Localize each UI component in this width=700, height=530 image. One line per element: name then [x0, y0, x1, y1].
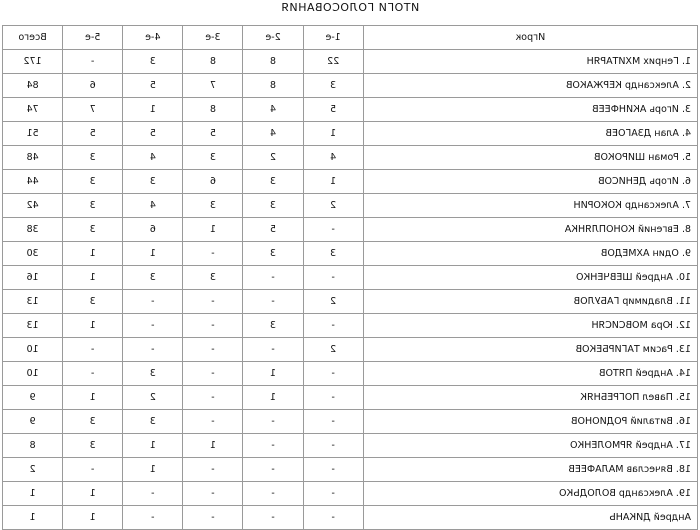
fifth-place-votes-cell: 1 — [63, 506, 123, 530]
total-points-cell: 9 — [3, 410, 63, 434]
first-place-votes-cell: 22 — [303, 50, 363, 74]
player-name-cell: 1. Генрих МХИТАРЯН — [363, 50, 697, 74]
table-row — [3, 290, 698, 314]
fourth-place-votes-cell: 1 — [123, 98, 183, 122]
third-place-votes-cell: 3 — [183, 146, 243, 170]
total-points-cell: 9 — [3, 386, 63, 410]
first-place-votes-cell: 3 — [303, 74, 363, 98]
player-name-cell: 16. Виталий РОДИОНОВ — [363, 410, 697, 434]
second-place-votes-cell: 4 — [243, 98, 303, 122]
fifth-place-votes-cell: 3 — [63, 194, 123, 218]
second-place-votes-cell: - — [243, 338, 303, 362]
second-place-votes-cell: - — [243, 506, 303, 530]
third-place-votes-cell: - — [183, 386, 243, 410]
table-row — [3, 194, 698, 218]
fourth-place-votes-cell: 5 — [123, 74, 183, 98]
second-place-votes-cell: - — [243, 290, 303, 314]
header-second-place: 2-е — [243, 26, 303, 50]
total-points-cell: 48 — [3, 146, 63, 170]
fourth-place-votes-cell: 3 — [123, 50, 183, 74]
total-points-cell: 74 — [3, 98, 63, 122]
first-place-votes-cell: - — [303, 410, 363, 434]
total-points-cell: 10 — [3, 362, 63, 386]
fourth-place-votes-cell: - — [123, 314, 183, 338]
first-place-votes-cell: 5 — [303, 98, 363, 122]
table-row — [3, 362, 698, 386]
third-place-votes-cell: - — [183, 314, 243, 338]
fifth-place-votes-cell: 3 — [63, 218, 123, 242]
third-place-votes-cell: - — [183, 482, 243, 506]
fourth-place-votes-cell: 3 — [123, 362, 183, 386]
total-points-cell: 84 — [3, 74, 63, 98]
third-place-votes-cell: 3 — [183, 266, 243, 290]
fourth-place-votes-cell: - — [123, 338, 183, 362]
player-name-cell: 8. Евгений КОНОПЛЯНКА — [363, 218, 697, 242]
total-points-cell: 1 — [3, 482, 63, 506]
second-place-votes-cell: 3 — [243, 314, 303, 338]
header-fourth-place: 4-е — [123, 26, 183, 50]
second-place-votes-cell: 5 — [243, 218, 303, 242]
total-points-cell: 42 — [3, 194, 63, 218]
fourth-place-votes-cell: 3 — [123, 266, 183, 290]
player-name-cell: 11. Владимир ГАБУЛОВ — [363, 290, 697, 314]
third-place-votes-cell: - — [183, 290, 243, 314]
second-place-votes-cell: 3 — [243, 194, 303, 218]
fifth-place-votes-cell: - — [63, 362, 123, 386]
first-place-votes-cell: 4 — [303, 146, 363, 170]
total-points-cell: 172 — [3, 50, 63, 74]
table-row — [3, 434, 698, 458]
player-name-cell: 15. Павел ПОГРЕБНЯК — [363, 386, 697, 410]
fifth-place-votes-cell: 7 — [63, 98, 123, 122]
table-row — [3, 266, 698, 290]
second-place-votes-cell: - — [243, 482, 303, 506]
third-place-votes-cell: 7 — [183, 74, 243, 98]
fifth-place-votes-cell: - — [63, 338, 123, 362]
player-name-cell: 10. Андрей ШЕВЧЕНКО — [363, 266, 697, 290]
fourth-place-votes-cell: 4 — [123, 146, 183, 170]
fourth-place-votes-cell: 6 — [123, 218, 183, 242]
fourth-place-votes-cell: 1 — [123, 458, 183, 482]
first-place-votes-cell: - — [303, 218, 363, 242]
total-points-cell: 44 — [3, 170, 63, 194]
player-name-cell: 17. Андрей ЯРМОЛЕНКО — [363, 434, 697, 458]
fourth-place-votes-cell: 5 — [123, 122, 183, 146]
first-place-votes-cell: - — [303, 458, 363, 482]
table-row — [3, 122, 698, 146]
table-row — [3, 410, 698, 434]
player-name-cell: 4. Алан ДЗАГОЕВ — [363, 122, 697, 146]
table-row — [3, 242, 698, 266]
voting-results-table — [2, 25, 698, 530]
second-place-votes-cell: 4 — [243, 122, 303, 146]
page-title: ИТОГИ ГОЛОСОВАНИЯ — [280, 1, 420, 14]
third-place-votes-cell: 6 — [183, 170, 243, 194]
table-row — [3, 506, 698, 530]
fifth-place-votes-cell: 3 — [63, 434, 123, 458]
first-place-votes-cell: - — [303, 266, 363, 290]
table-row — [3, 458, 698, 482]
results-table-container — [0, 25, 700, 530]
header-player: Игрок — [363, 26, 697, 50]
first-place-votes-cell: - — [303, 506, 363, 530]
first-place-votes-cell: 1 — [303, 170, 363, 194]
table-row — [3, 146, 698, 170]
first-place-votes-cell: 2 — [303, 338, 363, 362]
first-place-votes-cell: - — [303, 482, 363, 506]
third-place-votes-cell: - — [183, 362, 243, 386]
fifth-place-votes-cell: 5 — [63, 122, 123, 146]
fourth-place-votes-cell: - — [123, 290, 183, 314]
player-name-cell: 12. Юра МОВСИСЯН — [363, 314, 697, 338]
fourth-place-votes-cell: 3 — [123, 410, 183, 434]
second-place-votes-cell: 1 — [243, 362, 303, 386]
fifth-place-votes-cell: 1 — [63, 242, 123, 266]
second-place-votes-cell: 3 — [243, 170, 303, 194]
fifth-place-votes-cell: 1 — [63, 314, 123, 338]
fifth-place-votes-cell: 1 — [63, 386, 123, 410]
second-place-votes-cell: - — [243, 266, 303, 290]
player-name-cell: 2. Александр КЕРЖАКОВ — [363, 74, 697, 98]
total-points-cell: 30 — [3, 242, 63, 266]
fifth-place-votes-cell: - — [63, 458, 123, 482]
total-points-cell: 1 — [3, 506, 63, 530]
table-row — [3, 482, 698, 506]
fifth-place-votes-cell: 3 — [63, 290, 123, 314]
second-place-votes-cell: 2 — [243, 146, 303, 170]
fifth-place-votes-cell: 1 — [63, 266, 123, 290]
first-place-votes-cell: - — [303, 386, 363, 410]
total-points-cell: 8 — [3, 434, 63, 458]
second-place-votes-cell: - — [243, 410, 303, 434]
header-fifth-place: 5-е — [63, 26, 123, 50]
table-row — [3, 170, 698, 194]
third-place-votes-cell: - — [183, 242, 243, 266]
header-first-place: 1-е — [303, 26, 363, 50]
fourth-place-votes-cell: - — [123, 482, 183, 506]
fourth-place-votes-cell: 3 — [123, 170, 183, 194]
first-place-votes-cell: 2 — [303, 194, 363, 218]
first-place-votes-cell: - — [303, 434, 363, 458]
player-name-cell: 9. Один АХМЕДОВ — [363, 242, 697, 266]
third-place-votes-cell: - — [183, 338, 243, 362]
header-third-place: 3-е — [183, 26, 243, 50]
second-place-votes-cell: 3 — [243, 242, 303, 266]
total-points-cell: 10 — [3, 338, 63, 362]
fifth-place-votes-cell: 3 — [63, 146, 123, 170]
fourth-place-votes-cell: 1 — [123, 434, 183, 458]
first-place-votes-cell: 1 — [303, 122, 363, 146]
total-points-cell: 51 — [3, 122, 63, 146]
table-row — [3, 50, 698, 74]
fifth-place-votes-cell: 1 — [63, 482, 123, 506]
third-place-votes-cell: 1 — [183, 434, 243, 458]
second-place-votes-cell: 1 — [243, 386, 303, 410]
total-points-cell: 13 — [3, 290, 63, 314]
player-name-cell: 13. Расим ТАГИРБЕКОВ — [363, 338, 697, 362]
table-row — [3, 386, 698, 410]
player-name-cell: Андрей ДИКАНЬ — [363, 506, 697, 530]
third-place-votes-cell: 5 — [183, 122, 243, 146]
player-name-cell: 6. Игорь ДЕНИСОВ — [363, 170, 697, 194]
third-place-votes-cell: 3 — [183, 194, 243, 218]
fourth-place-votes-cell: - — [123, 506, 183, 530]
player-name-cell: 3. Игорь АКИНФЕЕВ — [363, 98, 697, 122]
fourth-place-votes-cell: 4 — [123, 194, 183, 218]
second-place-votes-cell: 8 — [243, 50, 303, 74]
total-points-cell: 38 — [3, 218, 63, 242]
third-place-votes-cell: - — [183, 410, 243, 434]
fifth-place-votes-cell: 6 — [63, 74, 123, 98]
second-place-votes-cell: 8 — [243, 74, 303, 98]
first-place-votes-cell: - — [303, 314, 363, 338]
table-row — [3, 98, 698, 122]
second-place-votes-cell: - — [243, 434, 303, 458]
player-name-cell: 5. Роман ШИРОКОВ — [363, 146, 697, 170]
header-total: Всего — [3, 26, 63, 50]
table-row — [3, 218, 698, 242]
third-place-votes-cell: - — [183, 506, 243, 530]
header-row — [3, 26, 698, 50]
third-place-votes-cell: 8 — [183, 98, 243, 122]
third-place-votes-cell: 1 — [183, 218, 243, 242]
player-name-cell: 18. Вячеслав МАЛАФЕЕВ — [363, 458, 697, 482]
total-points-cell: 13 — [3, 314, 63, 338]
table-row — [3, 314, 698, 338]
total-points-cell: 16 — [3, 266, 63, 290]
fifth-place-votes-cell: 3 — [63, 170, 123, 194]
first-place-votes-cell: 2 — [303, 290, 363, 314]
player-name-cell: 19. Александр ВОЛОДЬКО — [363, 482, 697, 506]
player-name-cell: 14. Андрей ПЯТОВ — [363, 362, 697, 386]
fourth-place-votes-cell: 2 — [123, 386, 183, 410]
first-place-votes-cell: - — [303, 362, 363, 386]
fourth-place-votes-cell: 1 — [123, 242, 183, 266]
fifth-place-votes-cell: 3 — [63, 410, 123, 434]
total-points-cell: 2 — [3, 458, 63, 482]
fifth-place-votes-cell: - — [63, 50, 123, 74]
third-place-votes-cell: - — [183, 458, 243, 482]
player-name-cell: 7. Александр КОКОРИН — [363, 194, 697, 218]
second-place-votes-cell: - — [243, 458, 303, 482]
table-row — [3, 338, 698, 362]
table-row — [3, 74, 698, 98]
first-place-votes-cell: 3 — [303, 242, 363, 266]
third-place-votes-cell: 8 — [183, 50, 243, 74]
